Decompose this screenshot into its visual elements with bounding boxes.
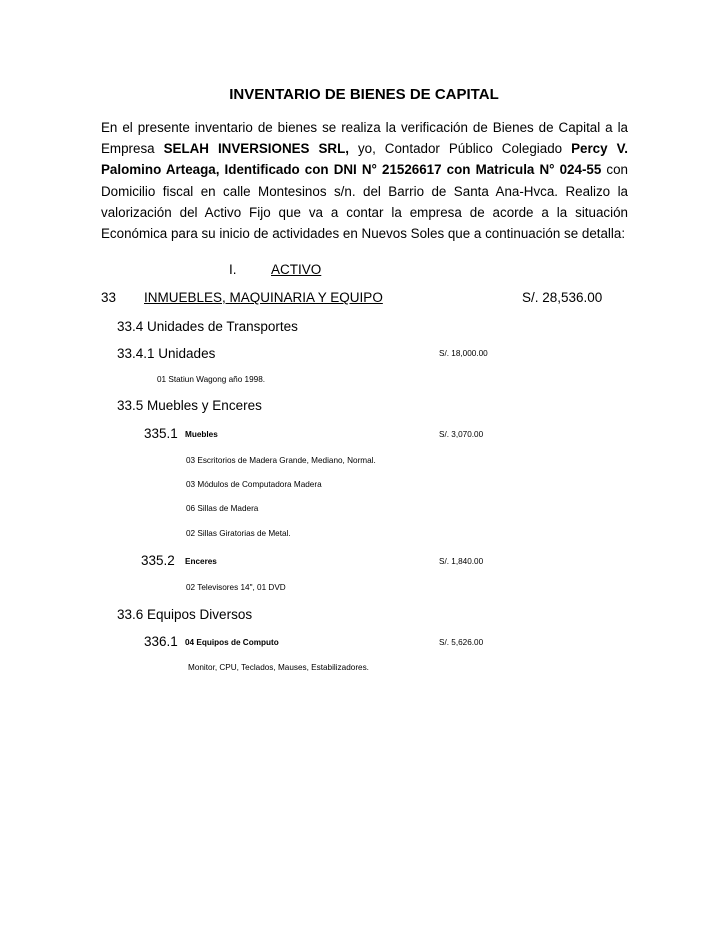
intro-text-3: con Domicilio fiscal en calle Montesinos s/n. del Barrio de Santa Ana-Hvca. Realizo la valorización del Activo Fijo que va a contar la empresa de acorde a la situación Económica para su inicio de actividades en Nuevos Soles que a continuación se detalla:	[101, 162, 629, 242]
accountant-identification: Percy V. Palomino Arteaga, Identificado con DNI N° 21526617 con Matricula N° 024-55	[101, 141, 628, 178]
item-detail: 02 Sillas Giratorias de Metal.	[186, 529, 291, 538]
item-label: Enceres	[185, 557, 217, 566]
account-label: INMUEBLES, MAQUINARIA Y EQUIPO	[144, 290, 383, 305]
item-amount: S/. 3,070.00	[439, 430, 484, 439]
intro-text-1: En el presente inventario de bienes se realiza la verificación de Bienes de Capital a la Empresa	[101, 120, 628, 157]
item-code: 33.4.1 Unidades	[117, 346, 216, 361]
item-detail: 03 Módulos de Computadora Madera	[186, 480, 322, 489]
group-heading: 33.4 Unidades de Transportes	[117, 319, 298, 334]
section-label: ACTIVO	[271, 262, 322, 277]
item-amount: S/. 18,000.00	[439, 349, 488, 358]
item-detail: 02 Televisores 14", 01 DVD	[186, 583, 286, 592]
item-code: 335.2	[141, 553, 175, 568]
item-detail: Monitor, CPU, Teclados, Mauses, Estabilizadores.	[188, 663, 369, 672]
item-code: 336.1	[144, 634, 178, 649]
item-detail: 03 Escritorios de Madera Grande, Mediano, Normal.	[186, 456, 376, 465]
intro-text-2: yo, Contador Público Colegiado	[348, 141, 572, 157]
item-amount: S/. 5,626.00	[439, 638, 484, 647]
item-amount: S/. 1,840.00	[439, 557, 484, 566]
item-label: Muebles	[185, 430, 218, 439]
account-code: 33	[101, 290, 117, 305]
item-code: 335.1	[144, 426, 178, 441]
item-label: 04 Equipos de Computo	[185, 638, 279, 647]
item-detail: 01 Statiun Wagong año 1998.	[157, 375, 266, 384]
account-amount: S/. 28,536.00	[522, 290, 603, 305]
group-heading: 33.5 Muebles y Enceres	[117, 398, 262, 413]
group-heading: 33.6 Equipos Diversos	[117, 607, 253, 622]
intro-paragraph	[101, 117, 628, 244]
document-title: INVENTARIO DE BIENES DE CAPITAL	[229, 86, 499, 103]
company-name: SELAH INVERSIONES SRL,	[163, 141, 349, 157]
section-number: I.	[229, 262, 237, 277]
item-detail: 06 Sillas de Madera	[186, 504, 259, 513]
